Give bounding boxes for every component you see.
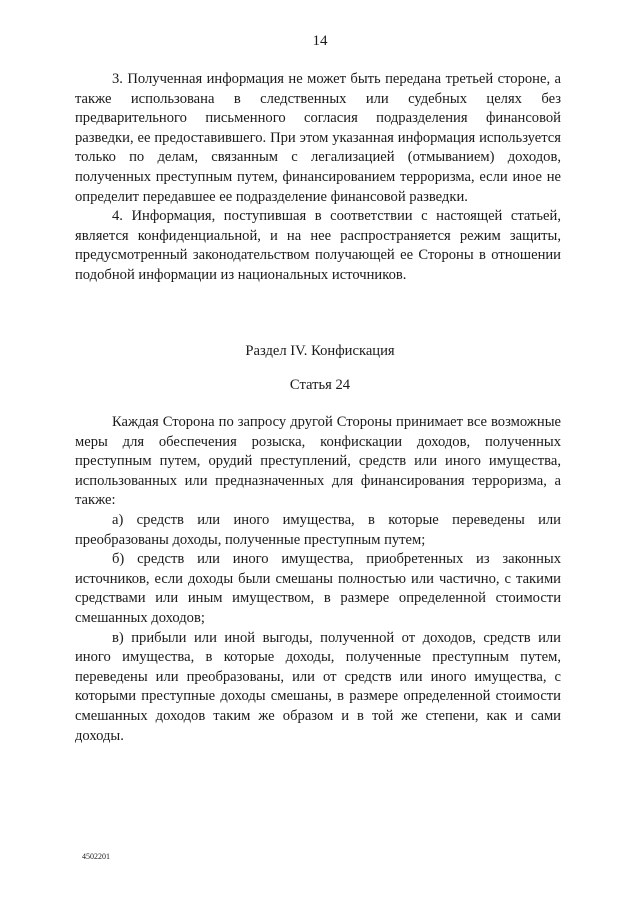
article-24-intro: Каждая Сторона по запросу другой Стороны принимает все возможные меры для обеспечения розыска, конфискации доходов, полученных преступным путем, орудий преступлений, средств или иного имущества, использованных или предназначенных для финансирования терроризма, а также: <box>75 414 561 509</box>
section-title: Раздел IV. Конфискация <box>245 343 395 359</box>
article-24-body <box>75 413 561 746</box>
paragraph-4: 4. Информация, поступившая в соответствии с настоящей статьей, является конфиденциальной, и на нее распространяется режим защиты, предусмотренный законодательством получающей ее Стороны в отношении подобной информации из национальных источников. <box>75 208 561 283</box>
article-24-item-a: а) средств или иного имущества, в которые переведены или преобразованы доходы, полученные преступным путем; <box>75 511 561 548</box>
paragraph-3: 3. Полученная информация не может быть передана третьей стороне, а также использована в следственных или судебных целях без предварительного письменного согласия подразделения финансовой разведки, ее предоставившего. При этом указанная информация используется только по делам, связанным с легализацией (отмыванием) доходов, полученных преступным путем, финансированием терроризма, если иное не определит передавшее ее подразделение финансовой разведки. <box>75 71 561 205</box>
page-number: 14 <box>312 33 328 49</box>
article-continuation <box>75 70 561 286</box>
document-code: 4502201 <box>82 852 110 861</box>
article-title: Статья 24 <box>289 377 351 393</box>
article-24-item-b: б) средств или иного имущества, приобретенных из законных источников, если доходы были смешаны полностью или частично, с такими средствами или иным имуществом, в размере определенной стоимости смешанных доходов; <box>75 551 561 626</box>
article-24-item-c: в) прибыли или иной выгоды, полученной от доходов, средств или иного имущества, в которые доходы, полученные преступным путем, переведены или преобразованы, или от средств или иного имущества, с которыми преступные доходы смешаны, в размере определенной стоимости смешанных доходов таким же образом и в той же степени, как и сами доходы. <box>75 629 561 744</box>
